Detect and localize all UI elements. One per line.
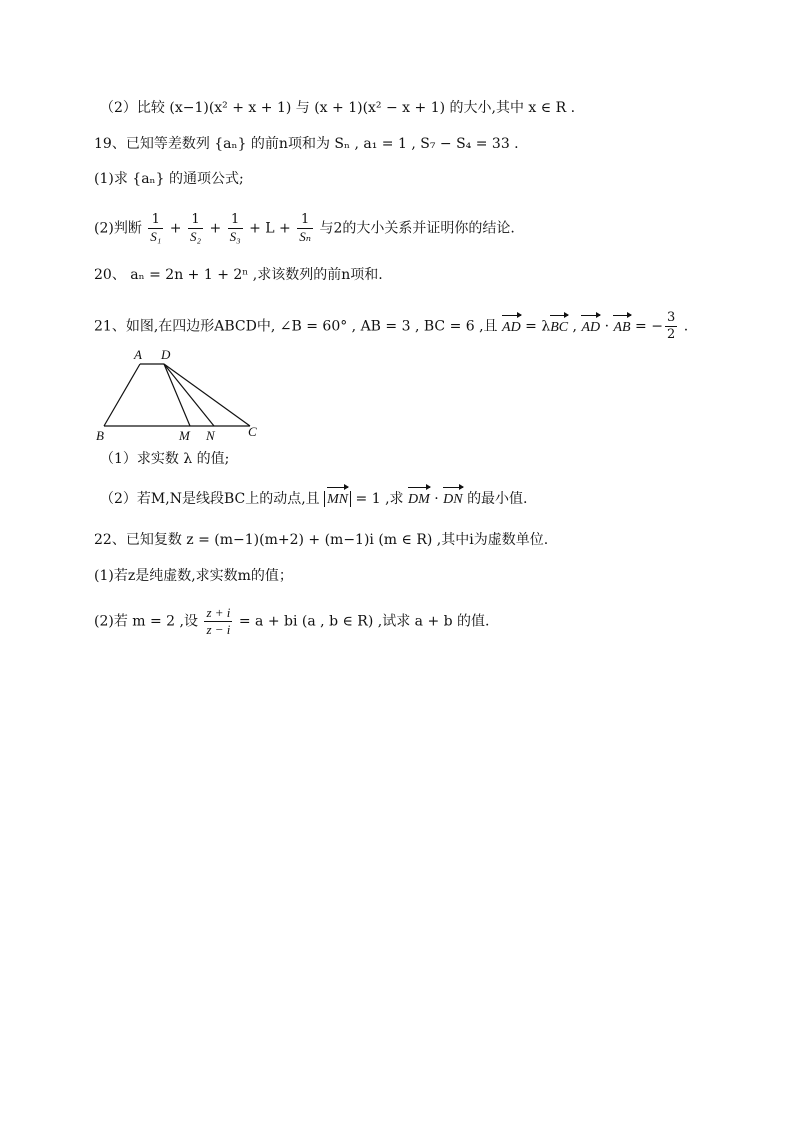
ellipsis-sign: + L + <box>249 220 291 237</box>
label-n: N <box>206 428 215 442</box>
problem-21-prefix: 21、如图,在四边形ABCD中, ∠B = 60° , AB = 3 , BC = 6 ,且 <box>94 318 498 335</box>
part-2-middle: = 1 ,求 <box>351 491 404 507</box>
plus-sign: + <box>169 220 182 237</box>
vector-bc: BC <box>550 318 568 338</box>
label-a: A <box>134 347 142 362</box>
label-b: B <box>96 428 104 442</box>
dot-product-sign: · <box>600 318 614 335</box>
comma: , <box>568 318 582 335</box>
problem-20-statement: 20、 aₙ = 2n + 1 + 2ⁿ ,求该数列的前n项和. <box>94 267 383 283</box>
problem-21-statement <box>94 310 688 343</box>
trapezoid-figure <box>94 342 274 442</box>
fraction-3-over-2: $\frac{3}{2}$ <box>666 310 676 342</box>
vector-ab: AB <box>613 318 630 338</box>
part-2-suffix: = a + bi (a , b ∈ R) ,试求 a + b 的值. <box>238 613 490 630</box>
label-c: C <box>248 424 257 439</box>
plus-sign: + <box>209 220 222 237</box>
problem-22-part-1: (1)若z是纯虚数,求实数m的值； <box>94 568 293 584</box>
problem-18-part-2: （2）比较 (x−1)(x² + x + 1) 与 (x + 1)(x² − x + 1) 的大小,其中 x ∈ R . <box>100 100 576 116</box>
part-2-suffix: 的最小值. <box>467 491 528 507</box>
vector-mn: MN <box>327 490 348 510</box>
problem-22-statement: 22、已知复数 z = (m−1)(m+2) + (m−1)i (m ∈ R) ,其中i为虚数单位. <box>94 532 549 548</box>
vector-dn: DN <box>443 490 462 510</box>
part-2-prefix: (2)若 m = 2 ,设 <box>94 613 198 630</box>
problem-19-part-1: (1)求 {aₙ} 的通项公式; <box>94 171 244 187</box>
problem-19-statement: 19、已知等差数列 {aₙ} 的前n项和为 Sₙ , a₁ = 1 , S₇ − S₄ = 33 . <box>94 136 519 152</box>
vector-ad: AD <box>502 318 521 338</box>
part-2-prefix: （2）若M,N是线段BC上的动点,且 <box>100 491 320 507</box>
dot-product-sign: · <box>429 491 444 507</box>
period: . <box>679 318 689 335</box>
problem-21-part-2 <box>100 489 528 510</box>
edge-ab <box>104 364 140 426</box>
equals-lambda: = λ <box>520 318 551 335</box>
fraction-z-plus-i-over-z-minus-i: $\frac{z + i}{z - i}$ <box>206 605 231 637</box>
part-2-suffix: 与2的大小关系并证明你的结论. <box>319 220 515 237</box>
vector-dm: DM <box>408 490 430 510</box>
equals-minus: = − <box>630 318 663 335</box>
label-d: D <box>161 347 171 362</box>
problem-19-part-2 <box>94 212 515 245</box>
fraction-1-over-sn: $\frac{1}{\text{Sₙ}}$ <box>299 212 312 244</box>
label-m: M <box>179 428 190 442</box>
vector-ad: AD <box>581 318 600 338</box>
problem-21-part-1: （1）求实数 λ 的值; <box>100 451 230 467</box>
fraction-1-over-s3: $\frac{1}{\text{S₃}}$ <box>229 212 241 244</box>
problem-22-part-2 <box>94 605 490 638</box>
magnitude-mn <box>324 491 351 507</box>
fraction-1-over-s2: $\frac{1}{\text{S₂}}$ <box>189 212 201 244</box>
fraction-1-over-s1: $\frac{1}{\text{S₁}}$ <box>150 212 162 244</box>
part-2-prefix: (2)判断 <box>94 220 142 237</box>
